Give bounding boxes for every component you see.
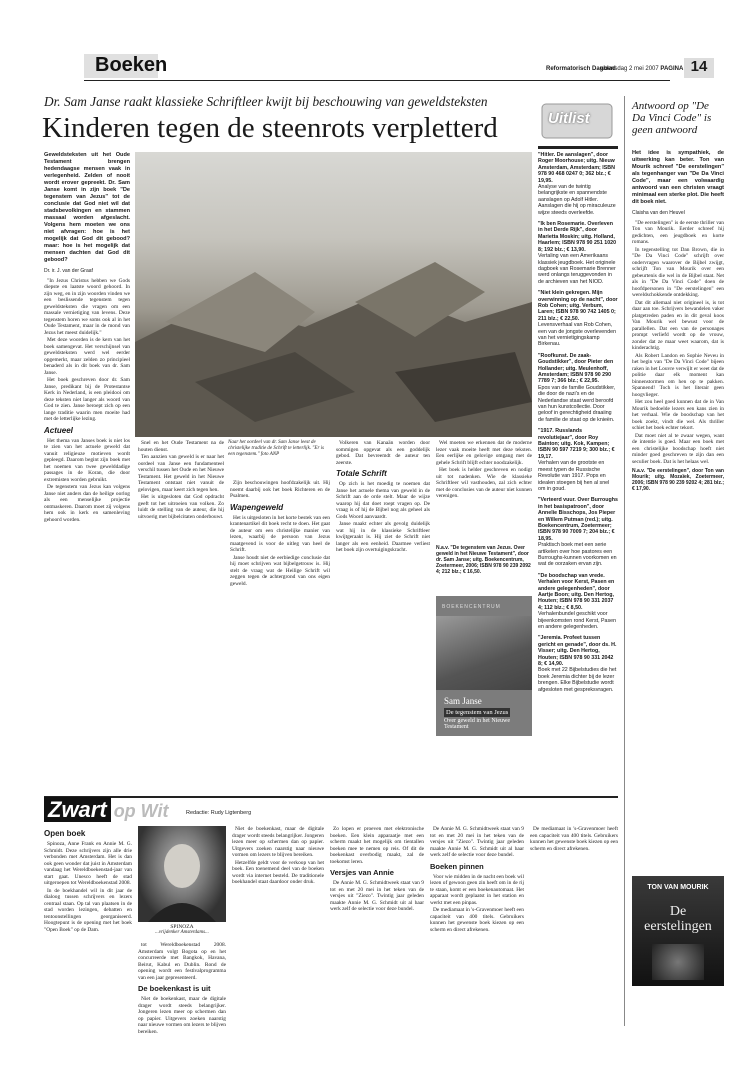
book-cover-eerstelingen [632,876,724,986]
page-number: 14 [684,58,714,78]
book-cover-janse [436,596,532,736]
article-kicker: Dr. Sam Janse raakt klassieke Schriftleer kwijt bij beschouwing van geweldsteksten [44,94,488,109]
zwart-paragraph: De mediamaat in 's-Gravenmoer heeft een capaciteit van 400 titels. Gebruikers kunnen het gewenste boek kiezen op een scherm en direct afrekenen. [530,826,619,852]
article-column-1 [44,152,130,792]
article-column-4 [336,440,430,790]
uitlist-item: "Niet klein gekregen. Mijn overwinning op de nacht", door Rob Cohen; uitg. Verbum, Laren; ISBN 978 90 742 1405 0; 211 blz.; € 22,50. Levensverhaal van Rob Cohen, een van de jongste overlevenden van het vernietigingskamp Birkenau. [538,290,618,348]
subheading: Totale Schrift [336,469,387,478]
article-paragraph: Het is uitgesloten dat God opdracht geeft tot het uitroeien van volken. Zo luidt de stelling van de auteur, die hij uitvoerig met bijbelcitaten onderbouwt. [138,494,224,520]
cover-title-2: Over geweld in het Nieuwe Testament [444,718,510,730]
subheading: Wapengeweld [230,502,284,512]
article-author: Dr. ir. J. van der Graaf [44,268,93,274]
zwart-paragraph: De Annie M. G. Schmidtweek staat van 9 tot en met 20 mei in het teken van de versjes uit "Ziezo". Twintig jaar geleden maakte Annie M. G. Schmidt uit al haar werk zelf de selectie voor deze bundel. [330,880,424,912]
article-paragraph: "In Jezus Christus hebben we Gods diepste en laatste woord gehoord. In zijn weg, en in zijn woorden vinden we een beslissende tegenstem tegen geweldsteksten die vragen om een massale vernietiging van levens. Deze tegenstem horen we soms ook al in het Oude Testament, maar in de mond van Jezus het meest duidelijk." [44,277,130,336]
cover-author: TON VAN MOURIK [647,884,709,891]
uitlist-item: "De boodschap van vrede. Verhalen voor Kerst, Pasen en andere gelegenheden", door Aartje Boon; uitg. Den Hertog, Houten; ISBN 978 90 331 2037 4; 112 blz.; € 8,50. Verhalenbundel geschikt voor bijeenkomsten rond Kerst, Pasen en andere gelegenheden. [538,572,617,631]
review-lead: Het idee is sympathiek, de uitwerking kan beter. Ton van Mourik schreef "De eerstelingen" als tegenhanger van "De Da Vinci Code", maar een volwaardig antwoord van een christen vraagt minimaal een sterke plot. Die heeft dit boek niet. [632,150,725,205]
zwart-heading: Open boek [44,829,86,838]
uitlist-item: "Jeremia. Profeet tussen gericht en genade", door ds. H. Visser; uitg. Den Hertog, Houten; ISBN 978 90 331 2042 8; € 14,90. Boek met 22 Bijbelstudies die het boek Jeremia dichter bij de lezer brengen. Elke Bijbelstudie wordt afgesloten met gespreksvragen. [538,635,617,693]
paper-name: Reformatorisch Dagblad [546,66,616,72]
article-paragraph: Het is uitgesloten in het korte bestek van een krantenartikel dit boek recht te doen. Het gaat de auteur om een christelijke manier van lezen, waarbij de persoon van Jezus maatgevend is voor de uitleg van heel de Schrift. [230,514,330,553]
uitlist-item: "Roofkunst. De zaak-Goudstikker", door Pieter den Hollander; uitg. Meulenhoff, Amsterdam; ISBN 978 90 290 7789 7; 366 blz.; € 22,95. Epos van de familie Goudstikker, die door de nazi's en de Nederlandse staat werd beroofd van hun kunstcollectie. Door geloof in gerechtigheid draaiing de familie de staat op de knieën. [538,352,616,423]
portrait-caption: SPINOZA ...vrijdenker Amsterdams... [155,924,209,935]
article-column-2 [138,440,224,790]
article-paragraph: De tegenstem van Jezus kan volgens Janse niet anders dan de heilige oorlog als een menselijke projectie ontmaskeren. Daarom moet zij volgens hem ook in kerk en samenleving gehoord worden. [44,484,130,523]
review-author: Claisha van den Heuvel [632,210,685,216]
review-paragraph: Dat dit allemaal niet origineel is, is tot daar aan toe. Schrijvers bewandelen vaker platgetreden paden en in dit geval koos Van Mourik wel bewust voor de parallellen. Dat een van de personages prompt verliefd wordt op de vrouw, zonder dat ze maar weet waarom, dat is kinderachtig. [632,299,724,351]
review-paragraph: Als Robert Landon en Sophie Neveu in het begin van "De Da Vinci Code" bijeen raken in het Louvre verwijlt er weet dat de politie daar elk moment kan binnenstormen om hen op te pakken. Spannend! Toch is het literair geen hoogvlieger. [632,352,724,398]
article-paragraph: Het thema van Janses boek is niet los te zien van het actuele geweld dat vanuit religieuze motieven wordt gepleegd. Daarom begint zijn boek met het noemen van twee gewelddadige passages in de Koran, die door extremisten worden gebruikt. [44,437,130,483]
zwart-heading: Versjes van Annie [330,868,394,877]
article-paragraph: Wel moeten we erkennen dat de moderne lezer vaak moeite heeft met deze teksten. Een eerlijke en gelovige omgang met de gehele Schrift blijft echter noodzakelijk. [436,440,532,466]
article-photo [135,152,532,437]
zwart-paragraph: De Annie M. G. Schmidtweek staat van 9 tot en met 20 mei in het teken van de versjes uit "Ziezo". Twintig jaar geleden maakte Annie M. G. Schmidt uit al haar werk zelf de selectie voor deze bundel. [430,826,524,858]
page-date: woensdag 2 mei 2007 PAGINA [600,66,684,72]
uitlist-item: "Hitler. De aanslagen", door Roger Moorhouse; uitg. Nieuw Amsterdam, Amsterdam; ISBN 978 90 468 0247 0; 362 blz.; € 19,95. Analyse van de twintig belangrijkste en spannendste aanslagen op Adolf Hitler. Aanslagen die hij op miraculeuze wijze steeds overleefde. [538,152,616,216]
zwart-paragraph: Hetzelfde geldt voor de verkoop van het boek. Een toenemend deel van de boeken wordt via internet besteld. De traditionele boekhandel staat daardoor onder druk. [232,859,324,885]
cover-author: Sam Janse [444,696,482,706]
cover-title-1: De tegenstem van Jezus [446,709,509,716]
review-paragraph: Dat moet niet al te zwaar wegen, want de intentie is goed. Maar een boek met een christelijke boodschap hoeft niet minder goed geschreven te zijn dan een seculier boek. Dat is het helaas wel. [632,432,724,465]
rubble-photo-illustration [135,152,532,437]
zwart-paragraph: Voor wie midden in de nacht een boek wil lezen of gewoon geen zin heeft om in de rij te staan, komt er een boekenautomaat. Het apparaat wordt geplaatst in het station en werkt met een pinpas. [430,873,524,906]
zwart-column-2 [138,942,226,1035]
article-paragraph: Het boek geschreven door dr. Sam Janse, predikant bij de Protestantse Kerk in Nederland, is een pleidooi om deze teksten niet langer als woord van God te zien. Janse beroept zich op een lange traditie waarin men moeite had met de letterlijke lezing. [44,377,130,422]
book-note: N.a.v. "De tegenstem van Jezus. Over geweld in het Nieuwe Testament", door dr. Sam Janse; uitg. Boekencentrum, Zoetermeer, 2006; ISBN 978 90 239 2092 4; 212 blz.; € 16,50. [436,545,531,575]
uitlist-item: "1917. Russlands revolutiejaar", door Roy Bainton; uitg. Kok, Kampen; ISBN 90 597 7219 9; 300 blz.; € 19,17. Verhalen van de grootste en meest typen de Russische Revolutie van 1917. Pops en idealen stoegen bij hen al snel om in goud. [538,428,615,492]
article-column-5 [436,440,532,540]
zwart-paragraph: Niet de boekenkast, maar de digitale drager wordt steeds belangrijker. Jongeren lezen meer op schermen dan op papier. Uitgevers zoeken naarstig naar nieuwe vormen om lezers te blijven bereiken. [138,996,226,1035]
right-column-divider [624,96,625,1026]
subheading: Actueel [44,425,73,435]
zwart-heading: Boeken pinnen [430,861,484,871]
portrait-silhouette [138,826,226,922]
zwart-paragraph: De mediamaat in 's-Gravenmoer heeft een capaciteit van 400 titels. Gebruikers kunnen het gewenste boek kiezen op een scherm en direct afrekenen. [430,907,524,933]
article-column-3 [230,480,330,790]
masthead [0,0,738,100]
review-paragraph: Het zou heel goed kunnen dat de in Van Mourik bedoelde lezers een kans zien in het verhaal. Wie de boodschap van het boek zoekt, vindt die wel. Als thriller schiet het boek echter tekort. [632,399,724,431]
article-headline: Kinderen tegen de steenrots verpletterd [42,112,498,144]
spinoza-portrait [138,826,226,922]
zwart-editor: Redactie: Rudy Ligtenberg [186,810,252,816]
zwart-column-6 [530,826,618,1026]
uitlist-item: "Ik ben Rosemarie. Overleven in het Derde Rijk", door Marietta Moskin; uitg. Holland, Haarlem; ISBN 978 90 251 1020 8; 192 blz.; € 13,90. Vertaling van een Amerikaans klassiek jeugdboek. Het originele dagboek van Rosemarie Brenner werd onlangs teruggevonden in de archieven van het NIOD. [538,221,617,285]
photo-caption: Naar het oordeel van dr. Sam Janse leest de christelijke traditie de Schrift te letterlijk. "Er is een tegenstem." foto ANP [228,440,324,457]
zwart-column-3 [232,826,324,1026]
article-paragraph: Volkeren van Kanaän worden door sommigen opgevat als een goddelijk gebod. Dat bevreemdt de auteur ten zeerste. [336,440,430,466]
zwart-paragraph: Zo lopen er proeven met elektronische boeken. Een klein apparaatje met een scherm maakt het mogelijk om tientallen boeken mee te nemen op reis. Of dit de boekenkast overbodig maakt, zal de toekomst leren. [330,826,424,865]
zwart-logo [44,797,169,823]
section-title: Boeken [95,54,168,76]
uitlist-banner-text: Uitlist [548,110,590,127]
article-paragraph: Op zich is het moedig te noemen dat Janse het actuele thema van geweld in de Schrift aan de orde stelt. Maar de wijze waarop hij dat doet roept vragen op. De vraag is of hij de Bijbel nog als geheel als Gods Woord aanvaardt. [336,481,430,520]
article-lead: Geweldsteksten uit het Oude Testament brengen hedendaagse mensen vaak in verlegenheid. Zelden of nooit wordt erover gepreekt. Dr. Sam Janse komt in zijn boek "De tegenstem van Jezus" tot de conclusie dat God niet wil dat stadsbevolkingen en stammen massaal worden afgeslacht. Volgens hem moeten we ons niet afvragen: hoe is het mogelijk dat God dit gebood? maar: hoe is het mogelijk dat mensen dachten dat God dit gebood? [44,152,130,263]
uitlist-rule-top [538,146,618,149]
uitlist-banner [538,96,616,146]
zwart-column-1 [44,826,132,1026]
zwart-paragraph: tot Wereldboekenstad 2008. Amsterdam volgt Bogota op en het concurreerde met Bangkok, Havana, Beirut, Kabul en Dublin. Rond de opening wordt een festivalprogramma van een jaar gepresenteerd. [138,942,226,981]
cover-title: De eerstelingen [644,904,712,934]
zwart-heading: De boekenkast is uit [138,984,211,993]
masthead-rule [84,80,670,81]
zwart-paragraph: Niet de boekenkast, maar de digitale drager wordt steeds belangrijker. Jongeren lezen meer op schermen dan op papier. Uitgevers zoeken naarstig naar nieuwe vormen om lezers te blijven bereiken. [232,826,324,858]
review-paragraph: "De eerstelingen" is de eerste thriller van Ton van Mourik. Eerder schreef hij gedichten, een jeugdboek en korte romans. [632,219,724,245]
review-text [632,150,724,870]
zwart-logo-suffix: op Wit [113,801,169,821]
article-paragraph: Ten aanzien van geweld is er naar het oordeel van Janse een fundamenteel verschil tussen het Oude en het Nieuwe Testament. Het geweld in het Nieuwe Testament ontstaat niet vanuit de gelovigen, maar keert zich tegen hen. [138,454,224,493]
review-paragraph: In tegenstelling tot Dan Brown, die in "De Da Vinci Code" schrijft over ondervragen waarover de Bijbel zwijgt, schrijft Ton van Mourik over een gebeurtenis die wel in de Bijbel staat. Net als in "De Da Vinci Code" doen de hoofdpersonen in "De eerstelingen" een wereldschokkende ontdekking. [632,246,724,298]
cover-image [436,616,532,690]
zwart-column-5 [430,826,524,1026]
article-paragraph: Janse houdt niet de eerbiedige conclusie dat hij moet schrijven wat bijbelgetrouw is. Hij stelt de vraag wat de Heilige Schrift wil zeggen tegen de achtergrond van ons eigen geweld. [230,554,330,587]
article-paragraph: Snel en het Oude Testament na de houten dienst. [138,440,224,453]
article-paragraph: Zijn beschouwingen hoofdzakelijk uit. Hij noemt daarbij ook het boek Richteren en de Psalmen. [230,480,330,499]
article-paragraph: Met deze woorden is de kern van het boek samengevat. Het verschijnsel van geweldsteksten werd wel eerder opgemerkt, maar zelden zo principieel benaderd als in dit boek van dr. Sam Janse. [44,337,130,376]
zwart-paragraph: In de boekhandel wil in dit jaar de dialoog tussen schrijvers en lezers centraal staan. Op tal van plaatsen in de stad worden lezingen, debatten en tentoonstellingen georganiseerd. Hoogtepunt is de opening met het boek "Open Boek" op de Dam. [44,887,132,933]
review-headline: Antwoord op "De Da Vinci Code" is geen antwoord [632,100,712,136]
article-paragraph: Janse maakt echter als gevolg duidelijk wat hij in de klassieke Schriftleer kwijtgeraakt is. Hij ziet de Schrift niet langer als een eenheid. Daarmee verliest het boek zijn overtuigingskracht. [336,521,430,553]
cover-publisher: BOEKENCENTRUM [442,604,501,610]
uitlist [538,152,618,772]
article-paragraph: Het boek is helder geschreven en nodigt uit tot nadenken. Wie de klassieke Schriftleer wil vasthouden, zal zich echter met de conclusies van de auteur niet kunnen verenigen. [436,467,532,499]
zwart-logo-word: Zwart [44,797,111,822]
zwart-column-4 [330,826,424,1026]
review-note: N.a.v. "De eerstelingen", door Ton van Mourik; uitg. Mozaïek, Zoetermeer, 2006; ISBN 978 90 239 9202 4; 281 blz.; € 17,90. [632,468,725,492]
zwart-paragraph: Spinoza, Anne Frank en Annie M. G. Schmidt. Deze schrijvers zijn alle drie verbonden met Amsterdam. Het is dan ook geen wonder dat juist in Amsterdam vandaag het Wereldboekenstad-jaar van start gaat. Unesco heeft de stad uitgeroepen tot Wereldboekenstad 2008. [44,841,132,886]
cover-image [652,944,704,980]
uitlist-item: "Verteerd vuur. Over Burroughs in het basispatroon", door Annelie Bisschops, Jos Pieper en Willem Putman (red.); uitg. Boekencentrum, Zoetermeer; ISBN 978 90 7009 7; 204 blz.; € 18,95. Praktisch boek met een serie artikelen over hoe pastores een Burroughs-kunnen voorkomen en wat de oorzaken ervan zijn. [538,497,618,568]
